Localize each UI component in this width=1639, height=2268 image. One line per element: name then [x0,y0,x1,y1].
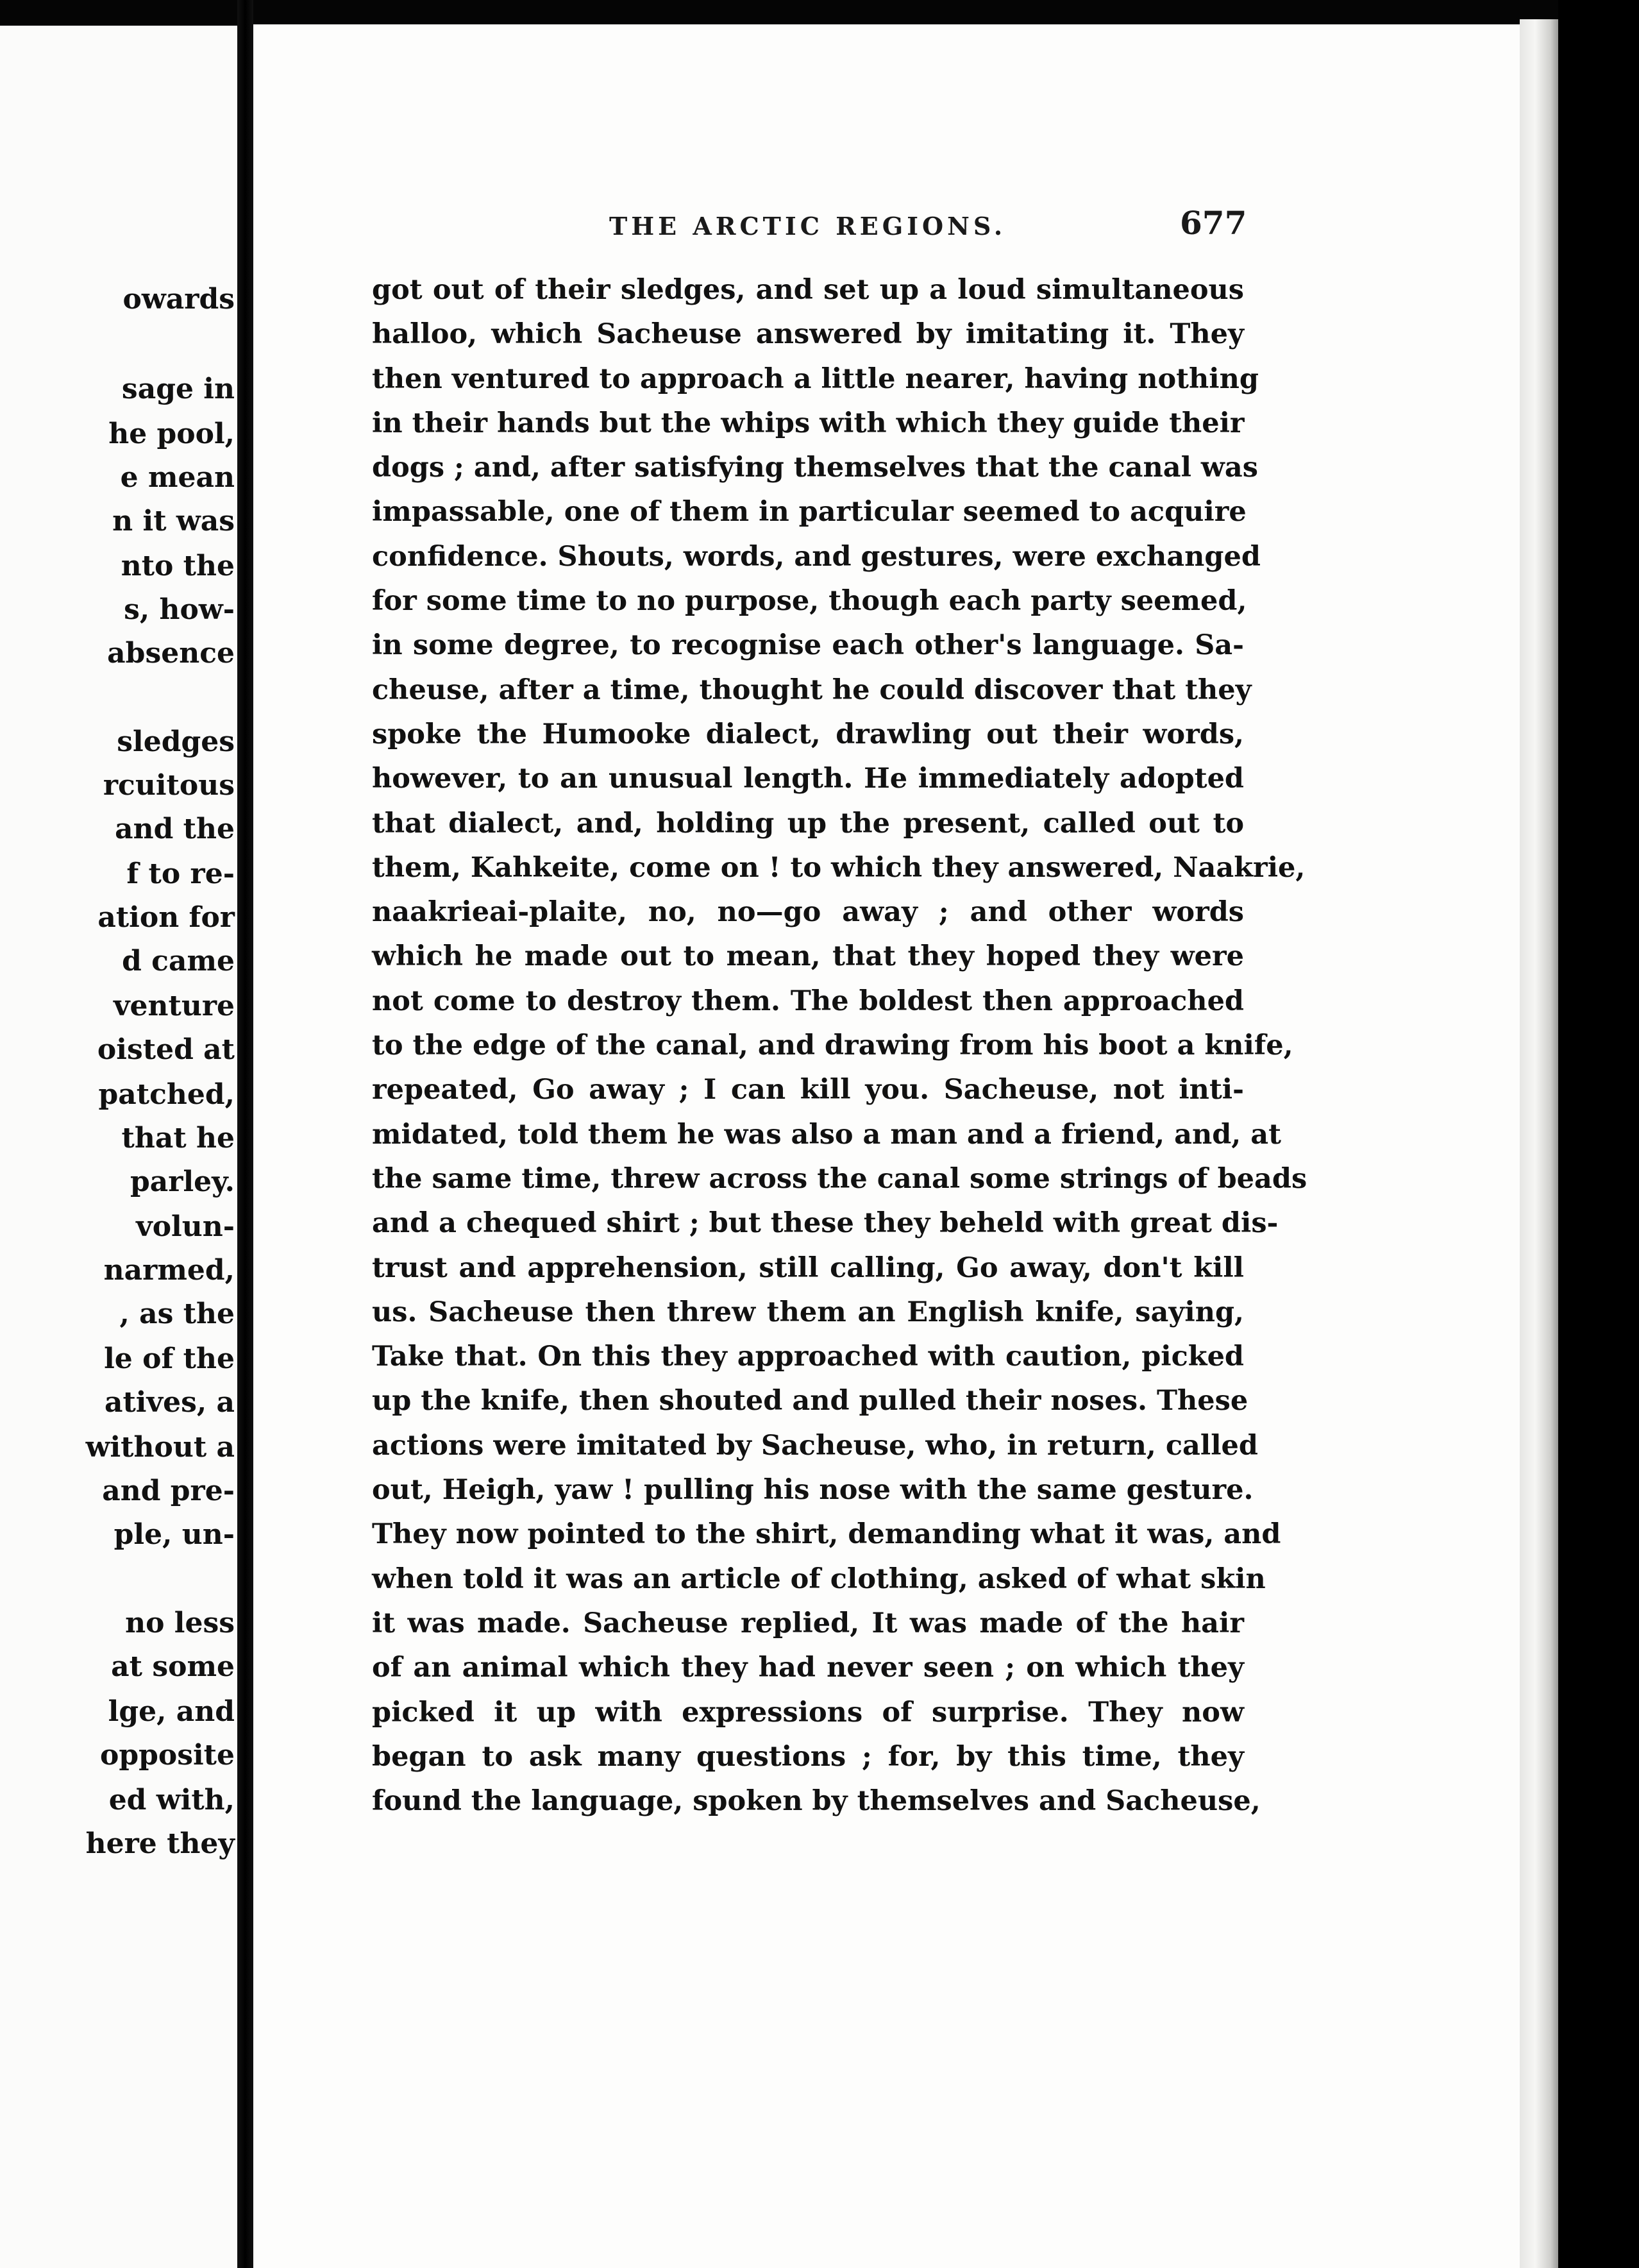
left-page-line-fragment: without a [85,1431,235,1464]
text-line: it was made. Sacheuse replied, It was made of the hair [372,1607,1244,1639]
left-page-line-fragment: venture [113,990,235,1022]
text-line: to the edge of the canal, and drawing from his boot a knife, [372,1029,1293,1062]
text-line: confidence. Shouts, words, and gestures, were exchanged [372,540,1261,573]
left-page-text-fragments [0,26,237,2268]
left-page-line-fragment: rcuitous [103,769,235,802]
left-page-line-fragment: that he [121,1122,235,1155]
page-body-text [372,268,1307,1824]
scan-background-edge [1558,0,1639,2268]
left-page-line-fragment: at some [111,1650,235,1683]
left-page-line-fragment: oisted at [97,1033,235,1066]
text-line: halloo, which Sacheuse answered by imitating it. They [372,318,1244,351]
text-line: in their hands but the whips with which they guide their [372,407,1245,439]
text-line: them, Kahkeite, come on ! to which they answered, Naakrie, [372,851,1306,884]
text-line: that dialect, and, holding up the present, called out to [372,807,1244,840]
left-page-line-fragment: nto the [121,550,235,582]
left-page-line-fragment: patched, [98,1078,235,1111]
text-line: actions were imitated by Sacheuse, who, in return, called [372,1429,1258,1462]
left-page-line-fragment: atives, a [104,1386,235,1419]
left-page-line-fragment: no less [125,1607,235,1639]
text-line: out, Heigh, yaw ! pulling his nose with the same gesture. [372,1474,1254,1507]
page-edge-stack [1520,19,1558,2268]
left-page-line-fragment: sage in [121,373,235,405]
text-line: spoke the Humooke dialect, drawling out their words, [372,718,1244,750]
left-page-line-fragment: owards [122,283,235,316]
left-page-line-fragment: le of the [104,1342,235,1375]
left-page-line-fragment: sledges [117,725,235,758]
text-line: midated, told them he was also a man and a friend, and, at [372,1118,1281,1151]
text-line: picked it up with expressions of surprise. They now [372,1696,1244,1729]
text-line: Take that. On this they approached with caution, picked [372,1341,1244,1373]
left-page-line-fragment: ple, un- [113,1518,235,1551]
page-number: 677 [1180,204,1247,242]
text-line: in some degree, to recognise each other's language. Sa- [372,629,1244,662]
book-gutter [237,0,253,2268]
text-line: of an animal which they had never seen ; on which they [372,1652,1244,1684]
left-page-line-fragment: narmed, [103,1254,235,1287]
left-page-line-fragment: s, how- [124,593,235,626]
text-line: got out of their sledges, and set up a loud simultaneous [372,274,1244,306]
text-line: and a chequed shirt ; but these they beheld with great dis- [372,1207,1279,1240]
left-page-line-fragment: , as the [119,1298,235,1330]
text-line: repeated, Go away ; I can kill you. Sacheuse, not inti- [372,1074,1244,1106]
running-head: THE ARCTIC REGIONS. [609,212,1007,241]
left-page-line-fragment: lge, and [108,1695,235,1728]
left-page-line-fragment: and pre- [102,1475,235,1507]
left-page-line-fragment: here they [85,1827,235,1860]
text-line: naakrieai-plaite, no, no—go away ; and other words [372,896,1244,929]
text-line: the same time, threw across the canal some strings of beads [372,1162,1307,1195]
text-line: however, to an unusual length. He immediately adopted [372,763,1244,795]
left-page-line-fragment: and the [115,813,235,845]
text-line: trust and apprehension, still calling, Go away, don't kill [372,1251,1244,1284]
text-line: not come to destroy them. The boldest then approached [372,985,1244,1017]
text-line: impassable, one of them in particular seemed to acquire [372,496,1247,529]
text-line: when told it was an article of clothing, asked of what skin [372,1562,1266,1595]
text-line: then ventured to approach a little nearer, having nothing [372,362,1259,395]
left-page-line-fragment: absence [107,637,235,670]
left-page-line-fragment: opposite [99,1739,235,1772]
text-line: began to ask many questions ; for, by this time, they [372,1740,1244,1773]
left-page-line-fragment: ation for [97,901,235,934]
left-page-line-fragment: d came [122,945,235,977]
text-line: us. Sacheuse then threw them an English knife, saying, [372,1296,1244,1328]
text-line: They now pointed to the shirt, demanding what it was, and [372,1518,1281,1551]
left-page-line-fragment: f to re- [126,858,235,890]
left-facing-page [0,26,237,2268]
text-line: cheuse, after a time, thought he could discover that they [372,673,1252,706]
text-line: dogs ; and, after satisfying themselves that the canal was [372,452,1259,484]
left-page-line-fragment: n it was [112,505,235,537]
left-page-line-fragment: volun- [136,1210,235,1243]
text-line: for some time to no purpose, though each party seemed, [372,585,1247,618]
text-line: which he made out to mean, that they hoped they were [372,940,1244,973]
text-line: up the knife, then shouted and pulled their noses. These [372,1385,1248,1418]
left-page-line-fragment: parley. [130,1165,235,1198]
left-page-line-fragment: e mean [120,461,235,494]
left-page-line-fragment: ed with, [108,1784,235,1816]
left-page-line-fragment: he pool, [108,418,235,450]
text-line: found the language, spoken by themselves and Sacheuse, [372,1785,1261,1818]
